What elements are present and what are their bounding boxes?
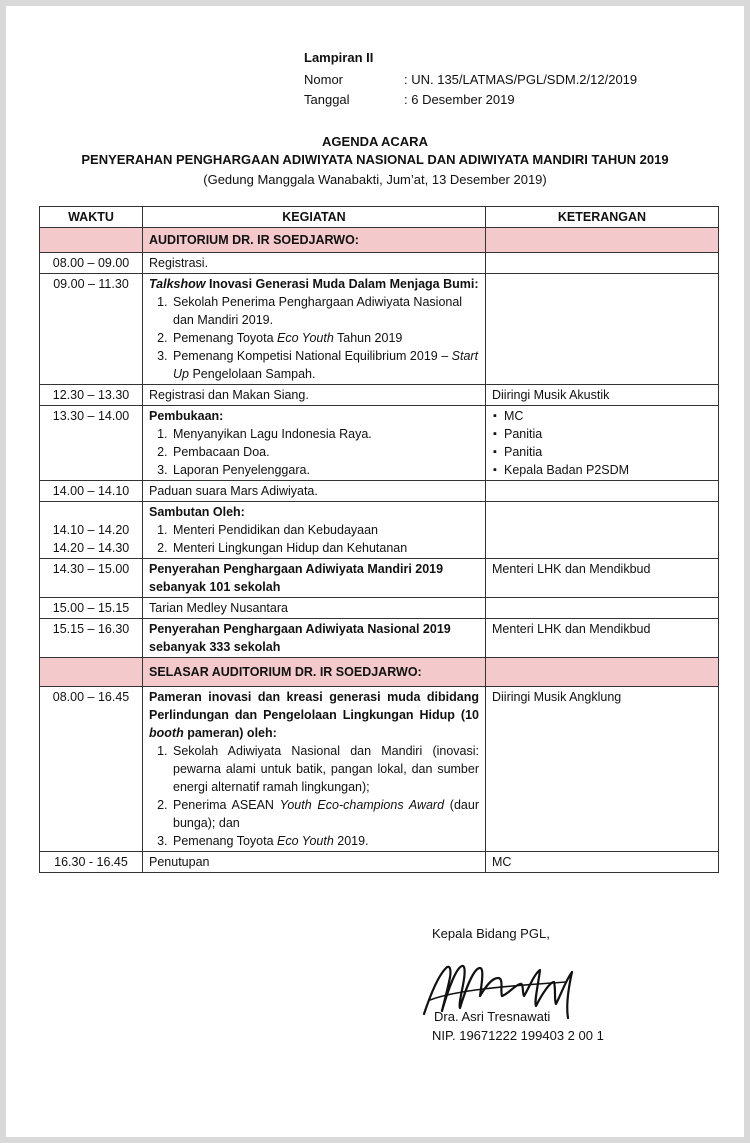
- row-time: 15.00 – 15.15: [40, 598, 143, 619]
- opening-list: [149, 425, 479, 479]
- list-item: ▪ MC: [504, 407, 712, 425]
- row-note: Diiringi Musik Angklung: [486, 687, 719, 852]
- row-activity: Penutupan: [143, 852, 486, 873]
- table-row: [40, 481, 719, 502]
- row-time: 08.00 – 16.45: [40, 687, 143, 852]
- row-activity: Penyerahan Penghargaan Adiwiyata Mandiri 2019 sebanyak 101 sekolah: [143, 559, 486, 598]
- talkshow-list: [149, 293, 479, 383]
- signatory-nip: NIP. 19671222 199403 2 00 1: [432, 1028, 604, 1043]
- table-row: [40, 274, 719, 385]
- agenda-venue: (Gedung Manggala Wanabakti, Jum’at, 13 Desember 2019): [203, 172, 547, 187]
- tanggal-row: [304, 92, 515, 107]
- col-header-waktu: WAKTU: [40, 207, 143, 228]
- row-note: [486, 406, 719, 481]
- list-item: 3. Pemenang Kompetisi National Equilibrium 2019 – Start Up Pengelolaan Sampah.: [171, 347, 479, 383]
- row-time: 15.15 – 16.30: [40, 619, 143, 658]
- table-row: [40, 559, 719, 598]
- list-item: 2. Pemenang Toyota Eco Youth Tahun 2019: [171, 329, 479, 347]
- list-item: 3. Laporan Penyelenggara.: [171, 461, 479, 479]
- row-time: 14.10 – 14.20: [52, 523, 130, 537]
- row-time: 12.30 – 13.30: [40, 385, 143, 406]
- list-item: 1. Sekolah Adiwiyata Nasional dan Mandiri (inovasi: pewarna alami untuk batik, pangan lokal, dan sumber energi alternatif ramah lingkungan);: [171, 742, 479, 796]
- list-item: 2. Pembacaan Doa.: [171, 443, 479, 461]
- section-title-auditorium: AUDITORIUM DR. IR SOEDJARWO:: [143, 228, 486, 253]
- section-row-auditorium: [40, 228, 719, 253]
- list-item: 2. Penerima ASEAN Youth Eco-champions Award (daur bunga); dan: [171, 796, 479, 832]
- row-activity: Tarian Medley Nusantara: [143, 598, 486, 619]
- row-time: 16.30 - 16.45: [40, 852, 143, 873]
- table-row: [40, 253, 719, 274]
- list-item: 1. Sekolah Penerima Penghargaan Adiwiyata Nasional dan Mandiri 2019.: [171, 293, 479, 329]
- agenda-title: AGENDA ACARA: [322, 134, 428, 149]
- row-activity: Registrasi.: [143, 253, 486, 274]
- exhibition-list: [149, 742, 479, 850]
- section-title-selasar: SELASAR AUDITORIUM DR. IR SOEDJARWO:: [143, 658, 486, 687]
- speech-list: [149, 521, 479, 557]
- opening-title: Pembukaan:: [149, 409, 224, 423]
- row-time: 14.20 – 14.30: [52, 541, 130, 555]
- opening-notes: [492, 407, 712, 479]
- table-row: [40, 619, 719, 658]
- row-time-group: [40, 502, 143, 559]
- row-activity: Penyerahan Penghargaan Adiwiyata Nasional 2019 sebanyak 333 sekolah: [143, 619, 486, 658]
- nomor-value: : UN. 135/LATMAS/PGL/SDM.2/12/2019: [404, 72, 638, 87]
- agenda-subject: PENYERAHAN PENGHARGAAN ADIWIYATA NASIONAL DAN ADIWIYATA MANDIRI TAHUN 2019: [81, 152, 669, 167]
- document-page: [6, 6, 744, 1137]
- list-item: ▪ Panitia: [504, 425, 712, 443]
- row-note: Menteri LHK dan Mendikbud: [486, 559, 719, 598]
- list-item: 1. Menteri Pendidikan dan Kebudayaan: [171, 521, 479, 539]
- list-item: 3. Pemenang Toyota Eco Youth 2019.: [171, 832, 479, 850]
- row-time: 14.00 – 14.10: [40, 481, 143, 502]
- col-header-keterangan: KETERANGAN: [486, 207, 719, 228]
- row-activity: Registrasi dan Makan Siang.: [143, 385, 486, 406]
- list-item: ▪ Panitia: [504, 443, 712, 461]
- tanggal-value: : 6 Desember 2019: [404, 92, 515, 107]
- row-time: 08.00 – 09.00: [40, 253, 143, 274]
- row-note: Menteri LHK dan Mendikbud: [486, 619, 719, 658]
- table-row: [40, 687, 719, 852]
- tanggal-label: Tanggal: [304, 92, 350, 107]
- table-row: [40, 502, 719, 559]
- list-item: 2. Menteri Lingkungan Hidup dan Kehutanan: [171, 539, 479, 557]
- lampiran-label: Lampiran II: [304, 50, 374, 65]
- signatory-position: Kepala Bidang PGL,: [432, 926, 550, 941]
- speech-title: Sambutan Oleh:: [149, 505, 245, 519]
- table-row: [40, 406, 719, 481]
- col-header-kegiatan: KEGIATAN: [143, 207, 486, 228]
- row-activity: [143, 406, 486, 481]
- row-activity: [143, 274, 486, 385]
- row-activity: Paduan suara Mars Adiwiyata.: [143, 481, 486, 502]
- table-row: [40, 852, 719, 873]
- agenda-table: [39, 206, 719, 873]
- list-item: ▪ Kepala Badan P2SDM: [504, 461, 712, 479]
- list-item: 1. Menyanyikan Lagu Indonesia Raya.: [171, 425, 479, 443]
- row-time: 14.30 – 15.00: [40, 559, 143, 598]
- table-row: [40, 385, 719, 406]
- signatory-name: Dra. Asri Tresnawati: [434, 1009, 551, 1024]
- row-time: 13.30 – 14.00: [40, 406, 143, 481]
- row-activity: Pameran inovasi dan kreasi generasi muda dibidang Perlindungan dan Pengelolaan Lingkungan Hidup (10 booth pameran) oleh: 1. Sekolah Adiwiyata Nasional dan Mandiri (inovasi: pewarna alami untuk batik, pangan lokal, dan sumber energi alternatif ramah lingkungan); 2. Penerima ASEAN Youth Eco-champions Award (daur bunga); dan 3. Pemenang Toyota Eco Youth 2019.: [143, 687, 486, 852]
- row-time: 09.00 – 11.30: [40, 274, 143, 385]
- table-header-row: [40, 207, 719, 228]
- nomor-row: [304, 72, 637, 87]
- talkshow-title: Inovasi Generasi Muda Dalam Menjaga Bumi:: [205, 277, 479, 291]
- row-activity: [143, 502, 486, 559]
- row-note: Diiringi Musik Akustik: [486, 385, 719, 406]
- talkshow-label: Talkshow: [149, 277, 206, 291]
- nomor-label: Nomor: [304, 72, 344, 87]
- row-note: MC: [486, 852, 719, 873]
- table-row: [40, 598, 719, 619]
- section-row-selasar: [40, 658, 719, 687]
